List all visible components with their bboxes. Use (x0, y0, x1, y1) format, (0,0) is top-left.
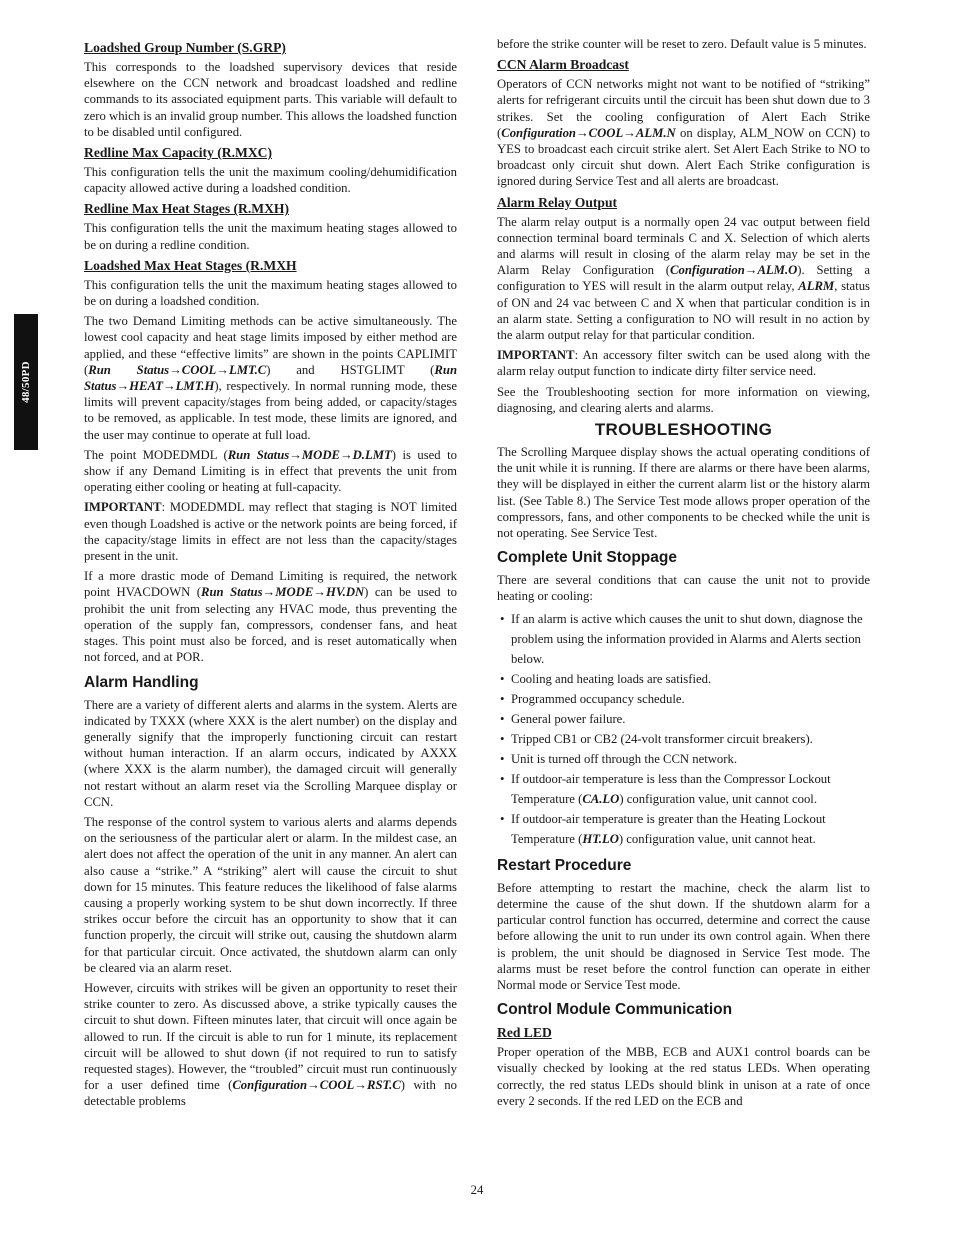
path-alm-o: Configuration→ALM.O (670, 263, 798, 278)
paragraph-alarm-3: However, circuits with strikes will be given an opportunity to reset their strike counter to zero. As discussed above, a strike typically causes the circuit to shut down. Fifteen minutes later, that circuit will once again be allowed to run. If the circuit is able to run for 1 minute, its replacement circuit will be allowed to shut down (if not required to run to satisfy requested stages). However, the “troubled” circuit must run continuously for a user defined time (Configuration→COOL→RST.C) with no detectable problems (84, 980, 457, 1109)
paragraph-stoppage: There are several conditions that can cause the unit not to provide heating or cooling: (497, 573, 870, 604)
important-note-modedmdl: IMPORTANT: MODEDMDL may reflect that staging is NOT limited even though Loadshed is active or the network points are being forced, if the capacity/stage limits in effect are not less than the capacity/stages present in the unit. (84, 500, 457, 564)
paragraph-sgrp: This corresponds to the loadshed supervisory devices that reside elsewhere on the CCN network and broadcast loadshed and redline commands to its associated equipment parts. This variable will default to zero which is an invalid group number. This allows the loadshed function to be disabled until configured. (84, 60, 457, 139)
heading-troubleshooting: TROUBLESHOOTING (594, 420, 773, 440)
heading-loadshed-max-heat-stages: Loadshed Max Heat Stages (R.MXH (84, 257, 297, 273)
paragraph-alarm-relay: The alarm relay output is a normally open 24 vac output between field connection terminal board terminals C and X. Selection of which alerts and alarms will result in closing of the alarm relay may be set in the Alarm Relay Configuration (Configuration→ALM.O). Setting a configuration to YES will result in the alarm output relay, ALRM, status of ON and 24 vac between C and X when that particular condition is in an alarm state. Setting a configuration to NO will result in no action by the alarm output relay for that particular condition. (497, 214, 870, 343)
stoppage-conditions-list (497, 609, 870, 849)
side-tab-label: 48/50PD (20, 361, 33, 403)
paragraph-alarm-1: There are a variety of different alerts and alarms in the system. Alerts are indicated by TXXX (where XXX is the alert number) on the display and generally signify that the improperly functioning circuit can restart without human interaction. If an alarm occurs, indicated by AXXX (where XXX is the alarm number), the damaged circuit will generally not restart without an alarm reset via the Scrolling Marquee display or CCN. (84, 697, 457, 809)
paragraph-lmxh: This configuration tells the unit the maximum heating stages allowed to be on during a loadshed condition. (84, 277, 457, 309)
paragraph-troubleshooting: The Scrolling Marquee display shows the actual operating conditions of the unit while it is running. If there are alarms or there have been alarms, they will be displayed in either the current alarm list or the history alarm list. (See Table 8.) The Service Test mode allows proper operation of the compressors, fans, and other components to be checked while the unit is not operating. See Service Test. (497, 445, 870, 541)
list-item: • Tripped CB1 or CB2 (24-volt transformer circuit breakers). (497, 729, 870, 749)
list-item: • General power failure. (497, 709, 870, 729)
right-column (497, 36, 870, 1113)
list-item: • If outdoor-air temperature is greater than the Heating Lockout Temperature (HT.LO) configuration value, unit cannot heat. (497, 809, 870, 849)
paragraph-ccn-broadcast: Operators of CCN networks might not want to be notified of “striking” alerts for refrigerant circuits until the circuit has been shut down due to 3 strikes. Set the cooling configuration of Alert Each Strike (Configuration→COOL→ALM.N on display, ALM_NOW on CCN) to YES to broadcast each circuit strike alert. Set Alert Each Strike to NO to broadcast only circuit shut down. Alert Each Strike configuration is ignored during Service Test and all alerts are broadcast. (497, 77, 870, 189)
important-label: IMPORTANT (497, 348, 575, 363)
list-item: • Cooling and heating loads are satisfied. (497, 669, 870, 689)
list-item: • Unit is turned off through the CCN network. (497, 749, 870, 769)
path-rst-c: Configuration→COOL→RST.C (232, 1078, 401, 1093)
list-item: • If an alarm is active which causes the unit to shut down, diagnose the problem using the information provided in Alarms and Alerts section below. (497, 609, 870, 669)
heading-redline-max-heat-stages: Redline Max Heat Stages (R.MXH) (84, 201, 290, 217)
paragraph-rmxh: This configuration tells the unit the maximum heating stages allowed to be on during a redline condition. (84, 221, 457, 252)
list-item: • Programmed occupancy schedule. (497, 689, 870, 709)
paragraph-alarm-2: The response of the control system to various alerts and alarms depends on the seriousness of the particular alert or alarm. In the mildest case, an alert does not affect the operation of the unit in any manner. An alert can also cause a “strike.” A “striking” alert will cause the circuit to shut down for 15 minutes. This feature reduces the likelihood of false alarms causing a properly working system to be shut down incorrectly. If three strikes occur before the circuit has an opportunity to show that it can function properly, the circuit will strike out, causing the shutdown alarm for that particular circuit. Once activated, the shutdown alarm can only be cleared via an alarm reset. (84, 814, 457, 975)
left-column (84, 36, 457, 1114)
path-alm-n: Configuration→COOL→ALM.N (501, 125, 676, 140)
paragraph-restart: Before attempting to restart the machine, check the alarm list to determine the cause of the shut down. If the shutdown alarm for a particular control function has occurred, determine and correct the cause before allowing the unit to run under its own control again. When there is problem, the unit should be diagnosed in Service Test mode. The alarms must be reset before the control function can operate in either Normal mode or Service Test mode. (497, 880, 870, 992)
paragraph-see-troubleshooting: See the Troubleshooting section for more information on viewing, diagnosing, and clearing alerts and alarms. (497, 384, 870, 415)
path-lmt-h: Run Status→HEAT→LMT.H (84, 362, 457, 394)
paragraph-red-led: Proper operation of the MBB, ECB and AUX1 control boards can be visually checked by looking at the red status LEDs. When operating correctly, the red status LEDs should blink in unison at a rate of once every 2 seconds. If the red LED on the ECB and (497, 1045, 870, 1108)
heading-alarm-handling: Alarm Handling (84, 673, 199, 691)
important-note-filter: IMPORTANT: An accessory filter switch can be used along with the alarm relay output function to indicate dirty filter service need. (497, 348, 870, 379)
important-label: IMPORTANT (84, 500, 162, 515)
heading-redline-max-capacity: Redline Max Capacity (R.MXC) (84, 145, 273, 161)
heading-red-led: Red LED (497, 1025, 552, 1041)
heading-restart-procedure: Restart Procedure (497, 856, 632, 874)
path-hv-dn: Run Status→MODE→HV.DN (201, 585, 365, 600)
paragraph-modedmdl: The point MODEDMDL (Run Status→MODE→D.LMT) is used to show if any Demand Limiting is in effect that prevents the unit from operating either cooling or heating at full-capacity. (84, 447, 457, 495)
point-alrm: ALRM (798, 279, 835, 294)
paragraph-demand-limiting: The two Demand Limiting methods can be active simultaneously. The lowest cool capacity and heat stage limits imposed by either method are applied, and these “effective limits” are shown in the points CAPLIMIT (Run Status→COOL→LMT.C) and HSTGLIMT (Run Status→HEAT→LMT.H), respectively. In normal running mode, these limits will prevent capacity/stages from being added, or capacity/stages to be removed, as applicable. In test mode, these limits are ignored, and the user may continue to operate at full load. (84, 314, 457, 442)
list-item: • If outdoor-air temperature is less than the Compressor Lockout Temperature (CA.LO) configuration value, unit cannot cool. (497, 769, 870, 809)
heading-complete-unit-stoppage: Complete Unit Stoppage (497, 549, 677, 567)
path-ht-lo: HT.LO (582, 831, 619, 846)
paragraph-continued: before the strike counter will be reset to zero. Default value is 5 minutes. (497, 37, 867, 51)
page-number: 24 (470, 1183, 484, 1197)
path-lmt-c: Run Status→COOL→LMT.C (88, 362, 267, 377)
heading-alarm-relay-output: Alarm Relay Output (497, 194, 618, 210)
paragraph-rmxc: This configuration tells the unit the maximum cooling/dehumidification capacity allowed active during a loadshed condition. (84, 165, 457, 196)
path-d-lmt: Run Status→MODE→D.LMT (227, 447, 392, 462)
heading-control-module-communication: Control Module Communication (497, 1001, 733, 1019)
heading-ccn-alarm-broadcast: CCN Alarm Broadcast (497, 57, 629, 73)
heading-loadshed-group-number: Loadshed Group Number (S.GRP) (84, 40, 286, 55)
paragraph-hvacdown: If a more drastic mode of Demand Limiting is required, the network point HVACDOWN (Run Status→MODE→HV.DN) can be used to prohibit the unit from selecting any HVAC mode, thus preventing the operation of the supply fan, compressors, condenser fans, and heat stages. This point must also be forced, and is reset automatically when not forced, and at POR. (84, 569, 457, 665)
path-ca-lo: CA.LO (582, 791, 620, 806)
side-tab (14, 314, 38, 450)
